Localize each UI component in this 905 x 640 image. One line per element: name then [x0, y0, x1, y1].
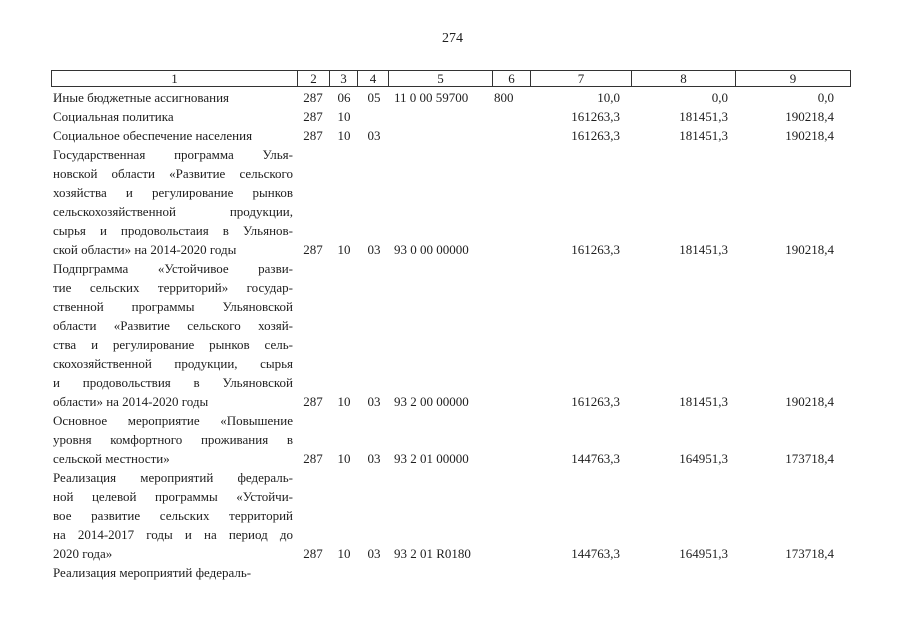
cell-col-8: 181451,3	[679, 242, 728, 257]
cell-col-3: 10	[337, 546, 351, 561]
cell-col-2: 287	[303, 546, 323, 561]
row-name-line: области «Развитие сельского хозяй-	[53, 318, 293, 333]
table-row	[0, 145, 905, 259]
row-name-line: тие сельских территорий» государ-	[53, 280, 293, 295]
cell-col-8: 181451,3	[679, 128, 728, 143]
row-name-line: новской области «Развитие сельского	[53, 166, 293, 181]
cell-col-2: 287	[303, 242, 323, 257]
row-name-line: и продовольствия в Ульяновской	[53, 375, 293, 390]
cell-col-7: 161263,3	[571, 109, 620, 124]
cell-col-3: 10	[337, 451, 351, 466]
header-cell-9: 9	[735, 70, 851, 87]
row-name-line: сельской местности»	[53, 451, 170, 466]
table-row	[0, 411, 905, 468]
row-name-line: вое развитие сельских территорий	[53, 508, 293, 523]
cell-col-7: 161263,3	[571, 394, 620, 409]
cell-col-9: 173718,4	[785, 451, 834, 466]
row-name	[53, 468, 293, 563]
table-row	[0, 88, 905, 107]
cell-col-4: 03	[367, 394, 381, 409]
row-name-line: ской области» на 2014-2020 годы	[53, 242, 237, 257]
cell-col-8: 164951,3	[679, 451, 728, 466]
cell-col-2: 287	[303, 394, 323, 409]
row-name-line: хозяйства и регулирование рынков	[53, 185, 293, 200]
row-name	[53, 126, 293, 145]
row-name-line: Реализация мероприятий федераль-	[53, 565, 252, 580]
cell-col-5: 93 0 00 00000	[394, 242, 469, 257]
row-name-line: на 2014-2017 годы и на период до	[53, 527, 293, 542]
row-name	[53, 107, 293, 126]
row-name-line: Реализация мероприятий федераль-	[53, 470, 293, 485]
cell-col-2: 287	[303, 451, 323, 466]
cell-col-4: 03	[367, 242, 381, 257]
cell-col-8: 164951,3	[679, 546, 728, 561]
table-row	[0, 259, 905, 411]
table-row	[0, 563, 905, 582]
header-cell-4: 4	[357, 70, 388, 87]
cell-col-3: 10	[337, 109, 351, 124]
header-cell-1: 1	[51, 70, 297, 87]
header-cell-5: 5	[388, 70, 492, 87]
cell-col-4: 03	[367, 546, 381, 561]
cell-col-2: 287	[303, 109, 323, 124]
cell-col-2: 287	[303, 128, 323, 143]
cell-col-5: 93 2 01 R0180	[394, 546, 471, 561]
cell-col-6: 800	[494, 90, 514, 105]
row-name-line: 2020 года»	[53, 546, 113, 561]
cell-col-7: 10,0	[597, 90, 620, 105]
row-name	[53, 259, 293, 411]
table-row	[0, 107, 905, 126]
header-cell-2: 2	[297, 70, 329, 87]
cell-col-3: 10	[337, 128, 351, 143]
cell-col-5: 93 2 01 00000	[394, 451, 469, 466]
cell-col-8: 181451,3	[679, 109, 728, 124]
cell-col-4: 05	[367, 90, 381, 105]
row-name-line: ной целевой программы «Устойчи-	[53, 489, 293, 504]
row-name	[53, 411, 293, 468]
header-cell-8: 8	[631, 70, 735, 87]
row-name-line: Основное мероприятие «Повышение	[53, 413, 293, 428]
cell-col-7: 161263,3	[571, 242, 620, 257]
row-name-line: области» на 2014-2020 годы	[53, 394, 209, 409]
cell-col-3: 06	[337, 90, 351, 105]
row-name	[53, 88, 293, 107]
row-name-line: уровня комфортного проживания в	[53, 432, 293, 447]
cell-col-3: 10	[337, 242, 351, 257]
cell-col-3: 10	[337, 394, 351, 409]
cell-col-4: 03	[367, 451, 381, 466]
row-name-line: сельскохозяйственной продукции,	[53, 204, 293, 219]
page-number: 274	[442, 31, 463, 46]
cell-col-9: 190218,4	[785, 128, 834, 143]
header-cell-3: 3	[329, 70, 357, 87]
cell-col-7: 144763,3	[571, 451, 620, 466]
cell-col-9: 173718,4	[785, 546, 834, 561]
row-name-line: скохозяйственной продукции, сырья	[53, 356, 293, 371]
cell-col-9: 0,0	[817, 90, 834, 105]
cell-col-4: 03	[367, 128, 381, 143]
table-row	[0, 126, 905, 145]
header-cell-6: 6	[492, 70, 530, 87]
row-name-line: Государственная программа Улья-	[53, 147, 293, 162]
row-name-line: Иные бюджетные ассигнования	[53, 90, 230, 105]
cell-col-5: 93 2 00 00000	[394, 394, 469, 409]
cell-col-9: 190218,4	[785, 242, 834, 257]
cell-col-8: 0,0	[711, 90, 728, 105]
table-row	[0, 468, 905, 563]
row-name-line: сырья и продовольстаия в Ульянов-	[53, 223, 293, 238]
row-name-line: ства и регулирование рынков сель-	[53, 337, 293, 352]
row-name-line: Социальная политика	[53, 109, 174, 124]
cell-col-9: 190218,4	[785, 394, 834, 409]
row-name-line: ственной программы Ульяновской	[53, 299, 293, 314]
cell-col-2: 287	[303, 90, 323, 105]
header-cell-7: 7	[530, 70, 631, 87]
cell-col-7: 161263,3	[571, 128, 620, 143]
cell-col-8: 181451,3	[679, 394, 728, 409]
cell-col-7: 144763,3	[571, 546, 620, 561]
row-name-line: Социальное обеспечение населения	[53, 128, 253, 143]
cell-col-5: 11 0 00 59700	[394, 90, 469, 105]
cell-col-9: 190218,4	[785, 109, 834, 124]
row-name-line: Подпрграмма «Устойчивое разви-	[53, 261, 293, 276]
row-name	[53, 145, 293, 259]
row-name	[53, 563, 293, 582]
